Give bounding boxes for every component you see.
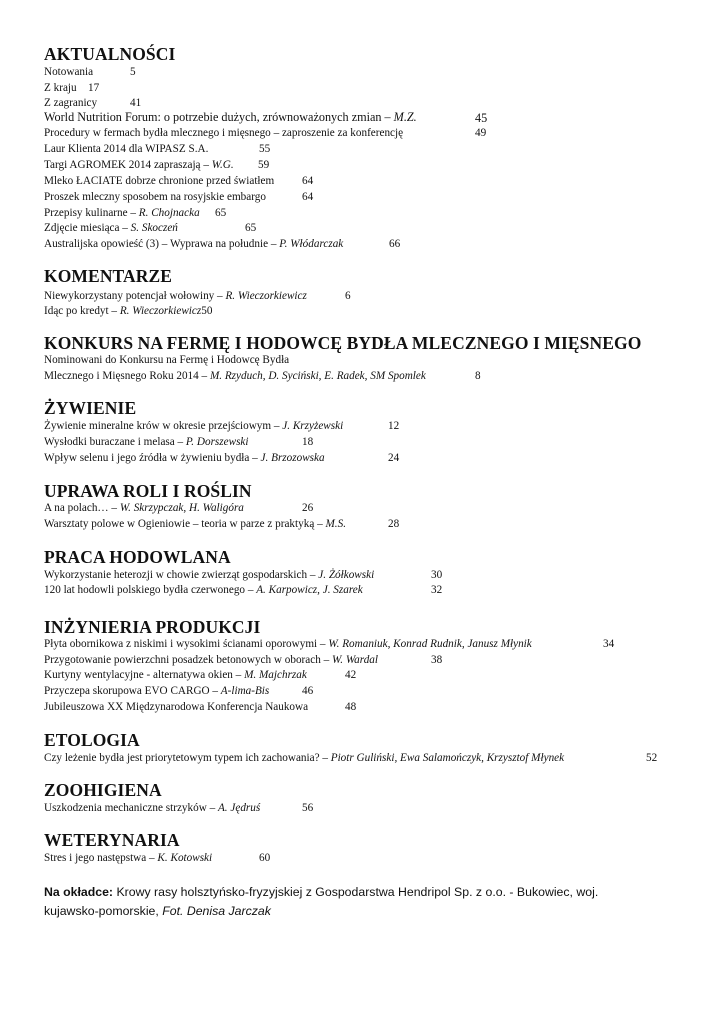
author: A. Karpowicz, J. Szarek [256,584,363,596]
page-number: 49 [475,127,487,139]
page-number: 59 [258,159,270,171]
toc-entry[interactable]: Niewykorzystany potencjał wołowiny – R. Wieczorkiewicz [44,290,307,302]
toc-entry[interactable]: Australijska opowieść (3) – Wyprawa na południe – P. Włódarczak [44,238,344,250]
section-heading-aktualnosci: AKTUALNOŚCI [44,44,176,64]
toc-entry[interactable]: World Nutrition Forum: o potrzebie dużych, zrównoważonych zmian – M.Z. [44,110,417,124]
section-heading-uprawa: UPRAWA ROLI I ROŚLIN [44,481,252,501]
page-number: 55 [259,143,271,155]
author: A. Jędruś [217,802,261,814]
author: A-lima-Bis [220,685,270,697]
toc-entry[interactable]: A na polach… – W. Skrzypczak, H. Waligóra [44,502,244,514]
page-number: 26 [302,502,314,514]
author: W. Wardal [332,654,379,666]
page-number: 5 [130,66,136,78]
page-number: 8 [475,370,481,382]
author: M. Rzyduch, D. Syciński, E. Radek, SM Spomlek [209,370,426,382]
toc-entry[interactable]: Wykorzystanie heterozji w chowie zwierząt gospodarskich – J. Żółkowski [44,569,375,581]
page-number: 41 [130,97,142,109]
page-number: 64 [302,175,314,187]
page-number: 50 [201,305,213,317]
cover-caption [44,883,654,920]
page-number: 18 [302,436,314,448]
page-number: 52 [646,752,658,764]
page-number: 6 [345,290,351,302]
page-number: 17 [88,82,100,94]
page-number: 30 [431,569,443,581]
toc-entry[interactable]: Czy leżenie bydła jest priorytetowym typem ich zachowania? – Piotr Guliński, Ewa Salamończyk, Krzysztof Młynek [44,752,565,764]
toc-entry[interactable]: Kurtyny wentylacyjne - alternatywa okien – M. Majchrzak [44,669,307,681]
author: J. Brzozowska [260,452,325,464]
page-number: 38 [431,654,443,666]
toc-entry[interactable]: Z kraju [44,82,77,94]
cover-label: Na okładce: [44,885,114,899]
author: W.G. [211,159,234,171]
author: R. Wieczorkiewicz [119,305,202,317]
page-number: 32 [431,584,443,596]
toc-entry[interactable]: Wpływ selenu i jego źródła w żywieniu bydła – J. Brzozowska [44,452,325,464]
toc-entry[interactable]: Płyta obornikowa z niskimi i wysokimi ścianami oporowymi – W. Romaniuk, Konrad Rudnik, Janusz Młynik [44,638,532,650]
toc-entry-line[interactable]: Nominowani do Konkursu na Fermę i Hodowcę Bydła [44,354,290,366]
toc-entry[interactable]: Targi AGROMEK 2014 zapraszają – W.G. [44,159,234,171]
author: M.S. [325,518,346,530]
author: M. Majchrzak [244,669,307,681]
page-number: 34 [603,638,615,650]
page-number: 65 [215,207,227,219]
page-number: 42 [345,669,357,681]
toc-entry[interactable]: 120 lat hodowli polskiego bydła czerwonego – A. Karpowicz, J. Szarek [44,584,363,596]
author: M.Z. [393,110,417,124]
toc-entry[interactable]: Idąc po kredyt – R. Wieczorkiewicz50 [44,305,213,317]
toc-entry[interactable]: Z zagranicy [44,97,98,109]
author: W. Skrzypczak, H. Waligóra [119,502,244,514]
toc-entry[interactable]: Stres i jego następstwa – K. Kotowski [44,852,213,864]
toc-entry[interactable]: Mlecznego i Mięsnego Roku 2014 – M. Rzyduch, D. Syciński, E. Radek, SM Spomlek [44,370,426,382]
page-number: 56 [302,802,314,814]
toc-entry[interactable]: Przygotowanie powierzchni posadzek betonowych w oborach – W. Wardal [44,654,379,666]
toc-entry[interactable]: Przyczepa skorupowa EVO CARGO – A-lima-Bis [44,685,270,697]
section-heading-weterynaria: WETERYNARIA [44,830,180,850]
toc-entry[interactable]: Przepisy kulinarne – R. Chojnacka [44,207,200,219]
section-heading-inzynieria: INŻYNIERIA PRODUKCJI [44,617,261,637]
author: R. Chojnacka [138,207,200,219]
author: R. Wieczorkiewicz [225,290,307,302]
section-heading-konkurs: KONKURS NA FERMĘ I HODOWCĘ BYDŁA MLECZNEGO I MIĘSNEGO [44,333,642,353]
page-number: 12 [388,420,400,432]
author: Piotr Guliński, Ewa Salamończyk, Krzysztof Młynek [330,752,565,764]
toc-entry[interactable]: Mleko ŁACIATE dobrze chronione przed światłem [44,175,275,187]
toc-entry[interactable]: Proszek mleczny sposobem na rosyjskie embargo [44,191,266,203]
section-heading-zywienie: ŻYWIENIE [44,398,137,418]
page-number: 46 [302,685,314,697]
toc-entry[interactable]: Zdjęcie miesiąca – S. Skoczeń [44,222,178,234]
cover-text: Krowy rasy holsztyńsko-fryzyjskiej z Gospodarstwa Hendripol Sp. z o.o. - Bukowiec, woj. kujawsko-pomorskie, [44,885,599,918]
toc-entry[interactable]: Procedury w fermach bydła mlecznego i mięsnego – zaproszenie za konferencję [44,127,404,139]
page-number: 65 [245,222,257,234]
cover-photo-credit: Fot. Denisa Jarczak [162,903,271,918]
section-heading-etologia: ETOLOGIA [44,730,140,750]
author: P. Dorszewski [185,436,249,448]
page-number: 45 [475,111,488,125]
toc-entry[interactable]: Jubileuszowa XX Międzynarodowa Konferencja Naukowa [44,701,309,713]
page-number: 64 [302,191,314,203]
toc-entry[interactable]: Żywienie mineralne krów w okresie przejściowym – J. Krzyżewski [44,420,344,432]
author: J. Żółkowski [318,569,375,581]
page-number: 24 [388,452,400,464]
page-number: 48 [345,701,357,713]
toc-entry[interactable]: Wysłodki buraczane i melasa – P. Dorszewski [44,436,249,448]
page-number: 66 [389,238,401,250]
author: J. Krzyżewski [282,420,344,432]
section-heading-praca-hodowlana: PRACA HODOWLANA [44,547,231,567]
toc-entry[interactable]: Notowania [44,66,94,78]
author: W. Romaniuk, Konrad Rudnik, Janusz Młynik [328,638,532,650]
toc-entry[interactable]: Uszkodzenia mechaniczne strzyków – A. Jędruś [44,802,261,814]
page-number: 28 [388,518,400,530]
author: K. Kotowski [157,852,213,864]
toc-entry[interactable]: Warsztaty polowe w Ogieniowie – teoria w parze z praktyką – M.S. [44,518,346,530]
page-number: 60 [259,852,271,864]
section-heading-komentarze: KOMENTARZE [44,266,173,286]
author: P. Włódarczak [279,238,344,250]
section-heading-zoohigiena: ZOOHIGIENA [44,780,162,800]
toc-entry[interactable]: Laur Klienta 2014 dla WIPASZ S.A. [44,143,209,155]
author: S. Skoczeń [130,222,178,234]
